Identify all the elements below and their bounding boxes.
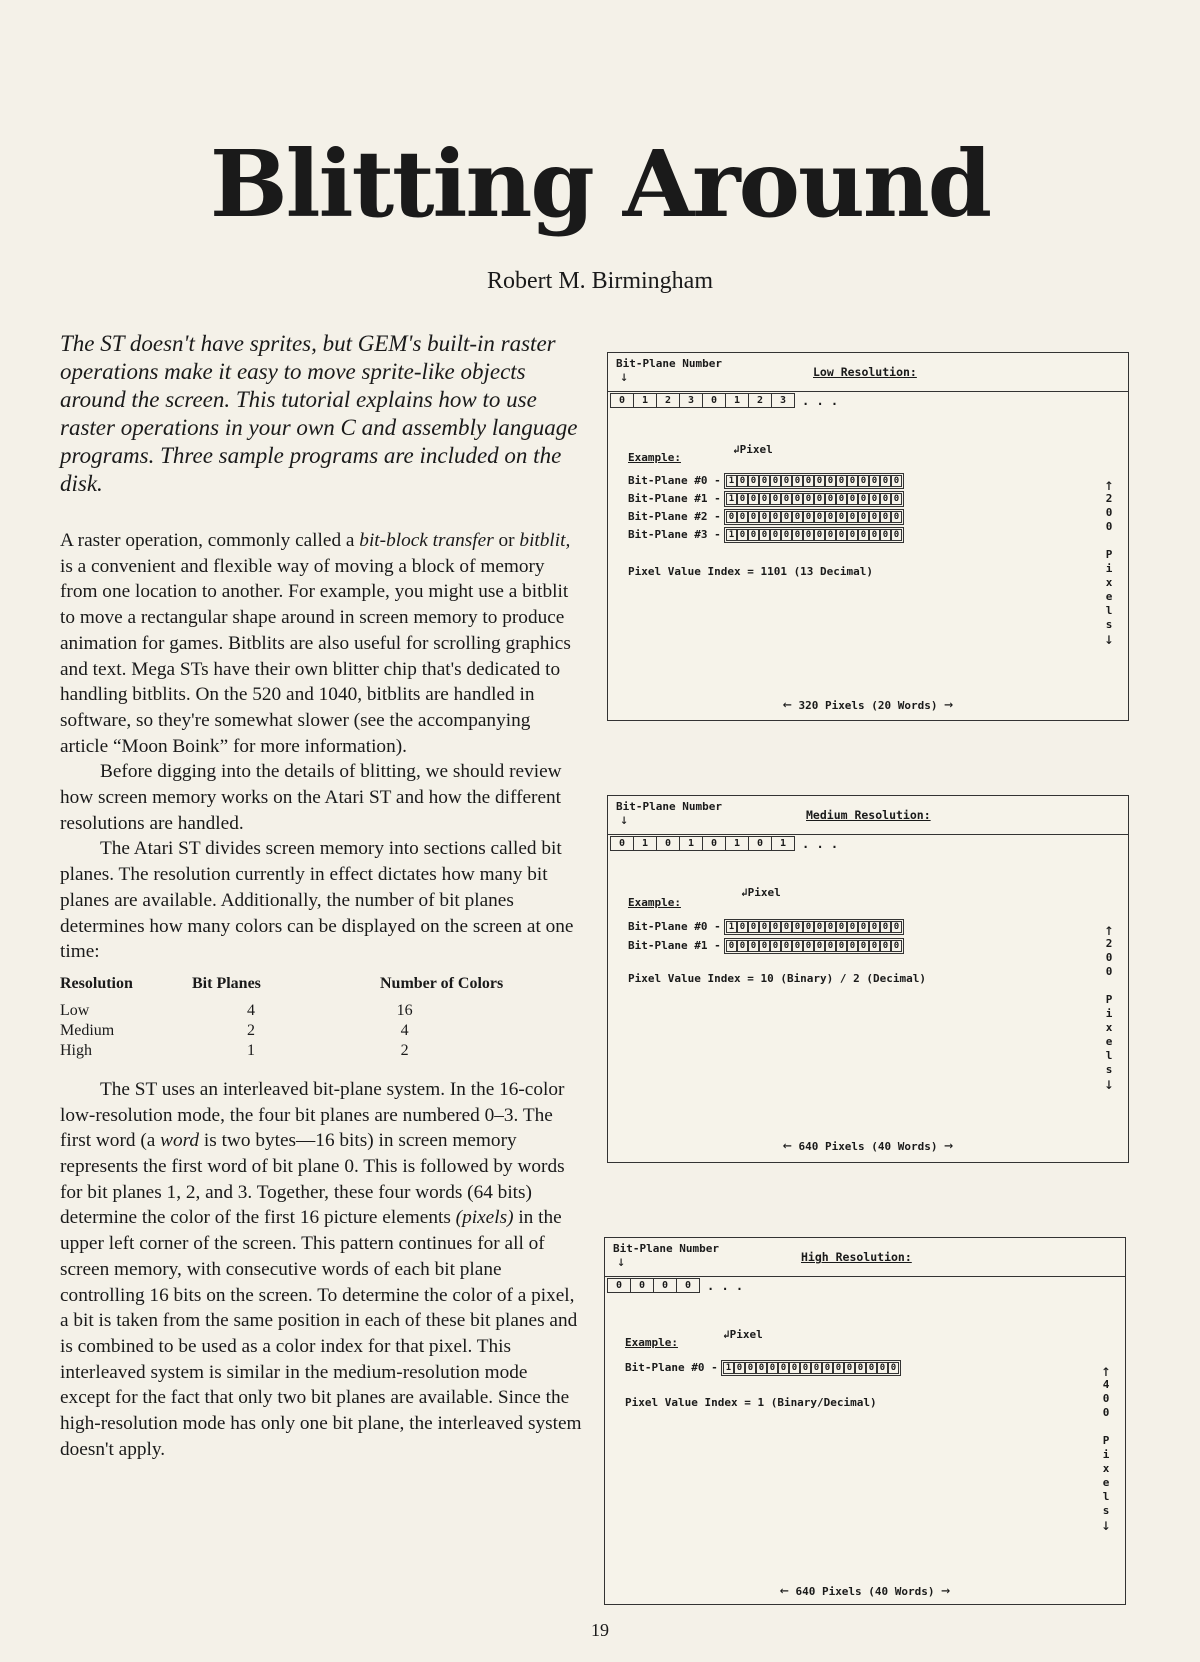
paragraph-1-text-b: or (493, 530, 520, 551)
bit-cell: 0 (737, 529, 748, 541)
bit-cell: 0 (814, 475, 825, 487)
bit-cell: 0 (891, 511, 902, 523)
bit-word (724, 527, 904, 543)
bit-cell: 0 (737, 493, 748, 505)
resolution-name: High Resolution: (801, 1250, 912, 1264)
bit-cell: 0 (737, 940, 748, 952)
left-arrow-icon: ← (782, 1136, 792, 1154)
bit-cell: 1 (726, 921, 737, 933)
diagram-header (605, 1238, 1125, 1277)
bit-plane-number-label: Bit-Plane Number (616, 357, 722, 370)
article-title: Blitting Around (209, 130, 991, 238)
bit-cell: 0 (866, 1362, 877, 1374)
bit-cell: 0 (803, 511, 814, 523)
bit-cell: 0 (803, 921, 814, 933)
bit-cell: 0 (891, 475, 902, 487)
bit-cell: 0 (770, 529, 781, 541)
bit-cell: 0 (781, 921, 792, 933)
bit-word (724, 919, 904, 935)
resolution-table (60, 975, 503, 1061)
bit-cell: 0 (858, 921, 869, 933)
bit-cell: 0 (781, 529, 792, 541)
bit-cell: 0 (737, 475, 748, 487)
pixel-arrow-icon: ↲ (723, 1328, 730, 1341)
bit-cell: 0 (781, 940, 792, 952)
bit-plane-label: Bit-Plane #0 - (625, 1361, 718, 1374)
bit-plane-number-label: Bit-Plane Number (616, 800, 722, 813)
bit-cell: 0 (825, 921, 836, 933)
horizontal-dimension (608, 695, 1128, 713)
bit-cell: 0 (745, 1362, 756, 1374)
bit-plane-sequence (610, 836, 838, 851)
table-cell: Low (60, 1001, 90, 1019)
bit-cell: 0 (770, 475, 781, 487)
up-arrow-icon: ↑ (1104, 920, 1114, 939)
table-cell: 1 (247, 1041, 255, 1059)
article-intro: The ST doesn't have sprites, but GEM's built-in raster operations make it easy to move sprite-like objects around the screen. This tutorial explains how to use raster operations in your own C and assembly language programs. Three sample programs are included on the disk. (60, 331, 578, 496)
down-arrow-icon: ↓ (620, 369, 629, 385)
pixel-arrow-icon: ↲ (733, 443, 740, 456)
example-label: Example: (628, 451, 681, 464)
table-row (60, 1041, 503, 1061)
bit-cell: 0 (836, 493, 847, 505)
bit-cell: 0 (759, 529, 770, 541)
pixel-pointer (733, 443, 773, 456)
paragraph-1 (60, 528, 582, 759)
bit-cell: 0 (811, 1362, 822, 1374)
bit-cell: 0 (847, 529, 858, 541)
bit-cell: 0 (858, 493, 869, 505)
bit-cell: 0 (759, 511, 770, 523)
bit-cell: 0 (825, 511, 836, 523)
bit-plane-cell: 3 (771, 393, 795, 408)
bit-cell: 0 (836, 921, 847, 933)
article-author: Robert M. Birmingham (487, 268, 713, 294)
bit-cell: 0 (869, 921, 880, 933)
diagram-header (608, 353, 1128, 392)
bit-cell: 0 (880, 493, 891, 505)
bit-cell: 0 (781, 511, 792, 523)
bit-plane-cell: 0 (702, 393, 726, 408)
bit-cell: 0 (792, 940, 803, 952)
bit-cell: 0 (792, 493, 803, 505)
bit-cell: 0 (847, 921, 858, 933)
bit-plane-label: Bit-Plane #1 - (628, 492, 721, 505)
bit-cell: 0 (814, 940, 825, 952)
pixel-label: Pixel (729, 1328, 763, 1341)
bit-cell: 0 (726, 511, 737, 523)
bit-cell: 0 (748, 921, 759, 933)
table-cell: Medium (60, 1021, 115, 1039)
bit-cell: 0 (770, 493, 781, 505)
down-arrow-icon: ↓ (617, 1254, 626, 1270)
bit-cell: 0 (803, 940, 814, 952)
bit-word (724, 509, 904, 525)
bit-cell: 0 (858, 940, 869, 952)
bit-plane-cell: 2 (748, 393, 772, 408)
bit-cell: 0 (792, 511, 803, 523)
pixel-arrow-icon: ↲ (741, 886, 748, 899)
bit-cell: 0 (748, 475, 759, 487)
bit-cell: 0 (792, 921, 803, 933)
bit-cell: 0 (825, 475, 836, 487)
bit-plane-cell: 2 (656, 393, 680, 408)
low-resolution-diagram (607, 352, 1129, 721)
bit-cell: 0 (869, 529, 880, 541)
bit-cell: 0 (803, 475, 814, 487)
table-cell: 2 (247, 1021, 255, 1039)
bit-cell: 0 (789, 1362, 800, 1374)
bit-cell: 0 (855, 1362, 866, 1374)
bit-cell: 0 (781, 493, 792, 505)
example-label: Example: (628, 896, 681, 909)
bit-word (724, 473, 904, 489)
pixel-pointer (741, 886, 781, 899)
bit-cell: 0 (814, 921, 825, 933)
bit-cell: 0 (800, 1362, 811, 1374)
bit-cell: 0 (836, 529, 847, 541)
article-body (60, 528, 582, 1463)
table-row (60, 1001, 503, 1021)
bit-cell: 0 (836, 940, 847, 952)
bit-cell: 0 (869, 475, 880, 487)
bit-plane-row (628, 527, 904, 542)
bit-cell: 0 (770, 940, 781, 952)
bit-cell: 0 (888, 1362, 899, 1374)
bit-cell: 0 (833, 1362, 844, 1374)
resolution-name: Low Resolution: (813, 365, 917, 379)
down-arrow-icon: ↓ (620, 812, 629, 828)
left-column (60, 330, 582, 1463)
bit-cell: 0 (847, 511, 858, 523)
bit-cell: 0 (759, 921, 770, 933)
bit-plane-cell: 1 (633, 393, 657, 408)
bit-cell: 0 (869, 511, 880, 523)
vertical-dimension-label: 4 0 0 P i x e l s (1102, 1378, 1110, 1517)
bit-cell: 0 (814, 493, 825, 505)
bit-cell: 0 (847, 475, 858, 487)
bit-plane-row (628, 509, 904, 524)
bit-cell: 1 (723, 1362, 734, 1374)
bit-cell: 0 (891, 493, 902, 505)
bit-cell: 0 (748, 529, 759, 541)
bit-plane-label: Bit-Plane #2 - (628, 510, 721, 523)
bit-cell: 0 (770, 511, 781, 523)
paragraph-4-emphasis-1: word (160, 1130, 200, 1152)
up-arrow-icon: ↑ (1101, 1361, 1111, 1380)
bit-plane-row (628, 491, 904, 506)
paragraph-4-text-c: in the upper left corner of the screen. This pattern continues for all of screen memory, with consecutive words of each bit plane controlling 16 bits on the screen. To determine the color of a pixel, a bit is taken from the same position in each of these bit planes and is combined to be used as a color index for that pixel. This interleaved system is similar in the medium-resolution mode except for the fact that only two bit planes are available. Since the high-resolution mode has only one bit plane, the interleaved system doesn't apply. (60, 1207, 582, 1460)
bit-cell: 0 (825, 493, 836, 505)
table-header: Resolution (60, 974, 133, 992)
bit-cell: 0 (803, 493, 814, 505)
table-cell: 4 (247, 1001, 255, 1019)
bit-plane-row (628, 473, 904, 488)
continuation-dots: . . . (802, 836, 839, 851)
bit-cell: 0 (748, 511, 759, 523)
pixel-value-index: Pixel Value Index = 10 (Binary) / 2 (Decimal) (628, 972, 927, 985)
table-cell: 4 (400, 1021, 409, 1039)
bit-cell: 0 (737, 511, 748, 523)
bit-cell: 0 (877, 1362, 888, 1374)
bit-cell: 0 (891, 921, 902, 933)
down-arrow-icon: ↓ (1104, 1074, 1114, 1093)
bit-cell: 1 (726, 493, 737, 505)
vertical-dimension-label: 2 0 0 P i x e l s (1105, 937, 1113, 1076)
table-header: Number of Colors (380, 974, 504, 992)
vertical-dimension (1102, 920, 1116, 1093)
horizontal-dimension-label: 640 Pixels (40 Words) (798, 1140, 938, 1153)
bit-cell: 0 (814, 511, 825, 523)
vertical-dimension (1099, 1361, 1113, 1534)
bit-cell: 0 (822, 1362, 833, 1374)
example-label: Example: (625, 1336, 678, 1349)
left-arrow-icon: ← (779, 1581, 789, 1599)
bit-cell: 0 (836, 475, 847, 487)
bit-plane-cell: 0 (630, 1278, 654, 1293)
table-header-row (60, 975, 503, 1001)
paragraph-4-emphasis-2: (pixels) (455, 1207, 514, 1229)
bit-cell: 0 (869, 940, 880, 952)
bit-plane-row (628, 938, 904, 953)
pixel-label: Pixel (747, 886, 781, 899)
bit-cell: 0 (880, 475, 891, 487)
bit-cell: 0 (759, 493, 770, 505)
paragraph-1-text-c: is a convenient and flexible way of moving a block of memory from one location to another. For example, you might use a bitblit to move a rectangular shape around in screen memory to produce animation for games. Bitblits are also useful for scrolling graphics and text. Mega STs have their own blitter chip that's dedicated to handling bitblits. On the 520 and 1040, bitblits are handled in software, so they're somewhat slower (see the accompanying article “Moon Boink” for more information). (60, 555, 571, 757)
bit-cell: 0 (726, 940, 737, 952)
bit-cell: 0 (759, 940, 770, 952)
bit-cell: 0 (891, 529, 902, 541)
table-header: Bit Planes (192, 974, 261, 992)
continuation-dots: . . . (802, 393, 839, 408)
bit-cell: 0 (814, 529, 825, 541)
bit-plane-cell: 0 (702, 836, 726, 851)
right-arrow-icon: → (944, 695, 954, 713)
bit-plane-cell: 0 (607, 1278, 631, 1293)
bit-cell: 0 (880, 511, 891, 523)
bit-word (724, 491, 904, 507)
bit-plane-cell: 0 (748, 836, 772, 851)
bit-plane-label: Bit-Plane #0 - (628, 920, 721, 933)
paragraph-1-emphasis-2: bitblit, (519, 530, 571, 551)
bit-plane-label: Bit-Plane #0 - (628, 474, 721, 487)
high-resolution-diagram (604, 1237, 1126, 1605)
bit-cell: 0 (880, 529, 891, 541)
paragraph-1-emphasis-1: bit-block transfer (359, 530, 494, 551)
vertical-dimension-label: 2 0 0 P i x e l s (1105, 492, 1113, 631)
bit-cell: 0 (858, 511, 869, 523)
bit-cell: 0 (825, 529, 836, 541)
bit-word (721, 1360, 901, 1376)
paragraph-4 (60, 1077, 582, 1463)
bit-cell: 0 (767, 1362, 778, 1374)
bit-cell: 0 (880, 940, 891, 952)
bit-cell: 0 (737, 921, 748, 933)
bit-plane-row (628, 919, 904, 934)
bit-plane-cell: 1 (725, 836, 749, 851)
bit-plane-label: Bit-Plane #1 - (628, 939, 721, 952)
bit-cell: 0 (759, 475, 770, 487)
bit-plane-label: Bit-Plane #3 - (628, 528, 721, 541)
bit-plane-cell: 1 (633, 836, 657, 851)
bit-word (724, 938, 904, 954)
bit-cell: 0 (880, 921, 891, 933)
bit-plane-sequence (610, 393, 838, 408)
bit-cell: 1 (726, 529, 737, 541)
bit-cell: 0 (792, 529, 803, 541)
bit-plane-cell: 0 (610, 393, 634, 408)
bit-cell: 1 (726, 475, 737, 487)
up-arrow-icon: ↑ (1104, 475, 1114, 494)
paragraph-3: The Atari ST divides screen memory into sections called bit planes. The resolution currently in effect dictates how many bit planes are available. Additionally, the number of bit planes determines how many colors can be displayed on the screen at one time: (60, 838, 574, 963)
medium-resolution-diagram (607, 795, 1129, 1163)
table-cell: High (60, 1041, 92, 1059)
bit-cell: 0 (869, 493, 880, 505)
bit-plane-row (625, 1360, 901, 1375)
bit-cell: 0 (748, 940, 759, 952)
pixel-label: Pixel (739, 443, 773, 456)
table-row (60, 1021, 503, 1041)
pixel-pointer (723, 1328, 763, 1341)
paragraph-1-text-a: A raster operation, commonly called a (60, 530, 360, 551)
bit-cell: 0 (847, 493, 858, 505)
horizontal-dimension (608, 1136, 1128, 1154)
vertical-dimension (1102, 475, 1116, 648)
bit-cell: 0 (734, 1362, 745, 1374)
bit-cell: 0 (792, 475, 803, 487)
bit-cell: 0 (748, 493, 759, 505)
paragraph-4-text-a: The ST uses an interleaved bit-plane system. In the 16-color low-resolution mode, the four bit planes are numbered 0–3. The first word (a (60, 1078, 565, 1152)
right-arrow-icon: → (944, 1136, 954, 1154)
down-arrow-icon: ↓ (1104, 629, 1114, 648)
diagram-header (608, 796, 1128, 835)
bit-cell: 0 (825, 940, 836, 952)
page-number: 19 (591, 1620, 609, 1640)
bit-plane-cell: 1 (771, 836, 795, 851)
bit-cell: 0 (756, 1362, 767, 1374)
bit-cell: 0 (770, 921, 781, 933)
pixel-value-index: Pixel Value Index = 1 (Binary/Decimal) (625, 1396, 877, 1409)
bit-plane-cell: 0 (610, 836, 634, 851)
horizontal-dimension-label: 320 Pixels (20 Words) (798, 699, 938, 712)
table-cell: 16 (396, 1001, 413, 1019)
left-arrow-icon: ← (782, 695, 792, 713)
bit-plane-cell: 0 (656, 836, 680, 851)
bit-cell: 0 (858, 529, 869, 541)
horizontal-dimension-label: 640 Pixels (40 Words) (795, 1585, 935, 1598)
paragraph-4-text-b: is two bytes—16 bits) in screen memory represents the first word of bit plane 0. This is followed by words for bit planes 1, 2, and 3. Together, these four words (64 bits) determine the color of the first 16 picture elements (60, 1130, 565, 1229)
bit-plane-cell: 0 (653, 1278, 677, 1293)
bit-cell: 0 (778, 1362, 789, 1374)
pixel-value-index: Pixel Value Index = 1101 (13 Decimal) (628, 565, 874, 578)
bit-cell: 0 (803, 529, 814, 541)
down-arrow-icon: ↓ (1101, 1515, 1111, 1534)
continuation-dots: . . . (707, 1278, 744, 1293)
bit-cell: 0 (858, 475, 869, 487)
bit-cell: 0 (836, 511, 847, 523)
bit-cell: 0 (781, 475, 792, 487)
bit-plane-cell: 3 (679, 393, 703, 408)
bit-plane-number-label: Bit-Plane Number (613, 1242, 719, 1255)
right-arrow-icon: → (941, 1581, 951, 1599)
table-cell: 2 (400, 1041, 409, 1059)
horizontal-dimension (605, 1581, 1125, 1599)
bit-cell: 0 (847, 940, 858, 952)
bit-cell: 0 (891, 940, 902, 952)
bit-plane-cell: 1 (725, 393, 749, 408)
bit-plane-cell: 0 (676, 1278, 700, 1293)
bit-cell: 0 (844, 1362, 855, 1374)
paragraph-2: Before digging into the details of blitting, we should review how screen memory works on the Atari ST and how the different resolutions are handled. (60, 761, 562, 834)
resolution-name: Medium Resolution: (806, 808, 931, 822)
bit-plane-cell: 1 (679, 836, 703, 851)
bit-plane-sequence (607, 1278, 743, 1293)
